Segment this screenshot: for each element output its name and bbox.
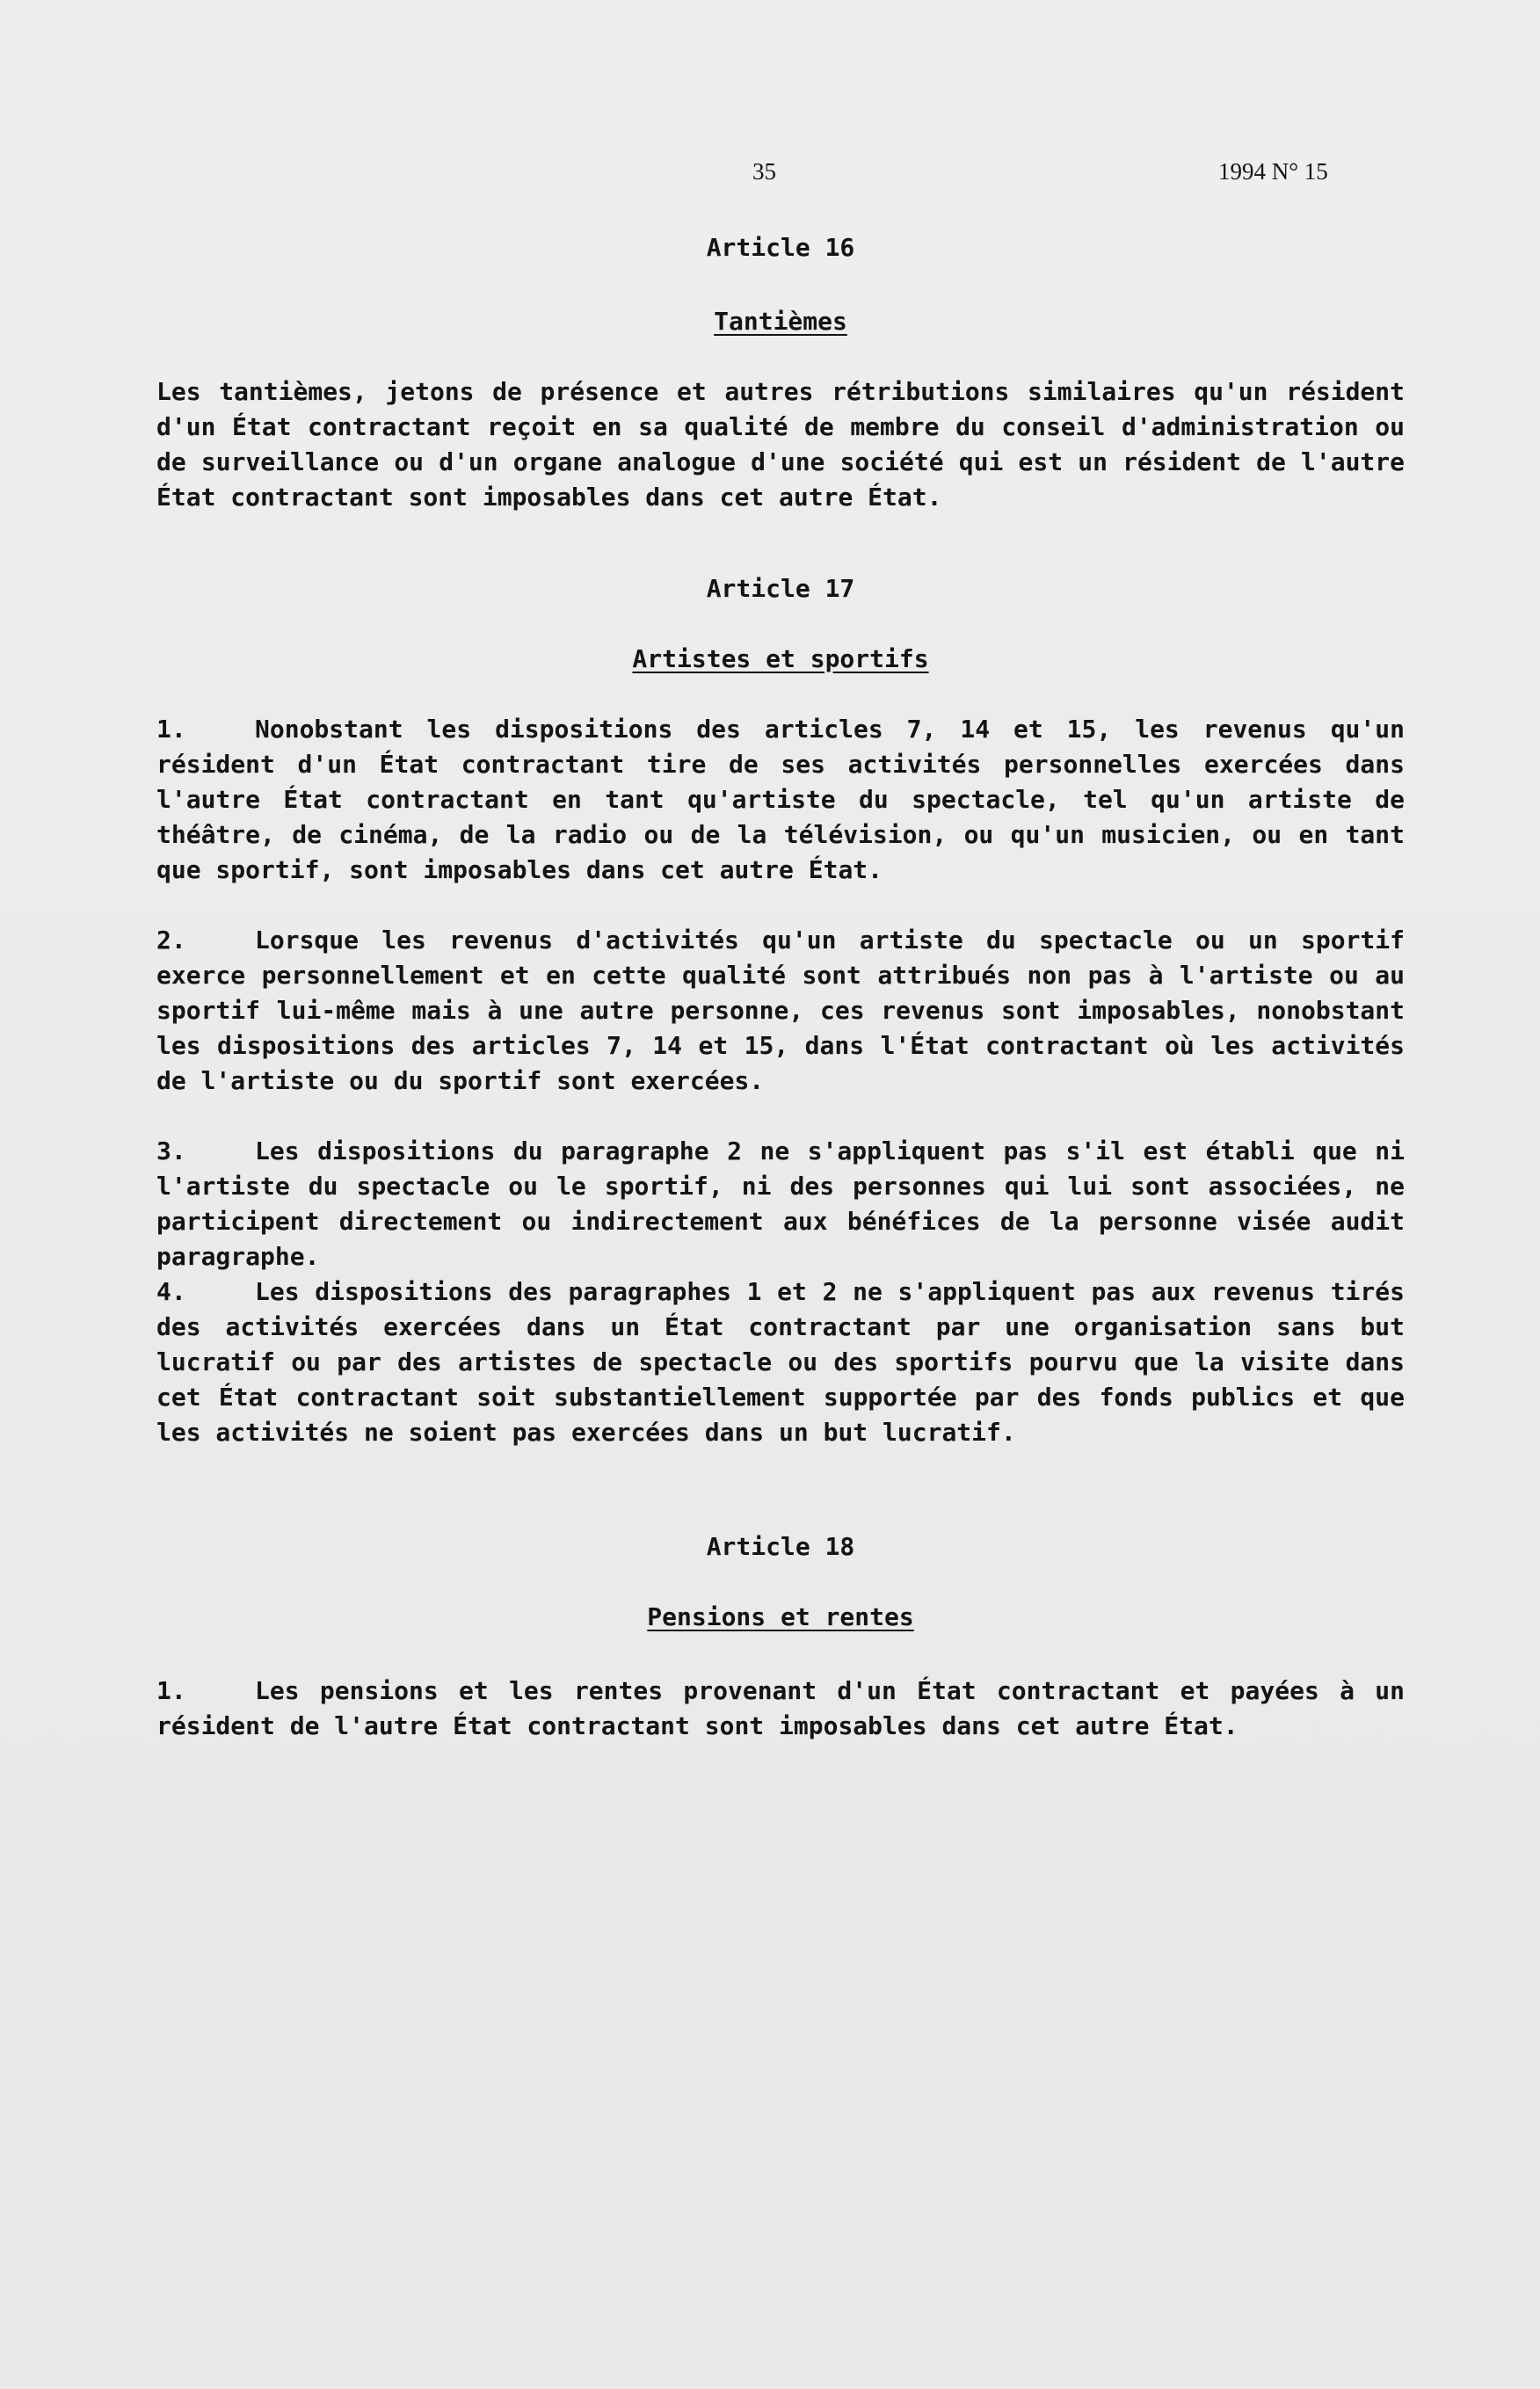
volume-reference: 1994 N° 15 xyxy=(1218,158,1328,185)
paragraph-text: Les dispositions du paragraphe 2 ne s'appliquent pas s'il est établi que ni l'artiste du spectacle ou le sportif, ni des personnes qui lui sont associées, ne participent directement ou indirectement aux bénéfices de la personne visée audit paragraphe. xyxy=(156,1136,1405,1271)
paragraph-number: 4. xyxy=(156,1277,186,1306)
article-17-heading: Article 17 xyxy=(706,574,855,603)
article-18-subheading: Pensions et rentes xyxy=(647,1602,914,1631)
article-17-paragraph-1 xyxy=(156,712,1405,888)
page-number: 35 xyxy=(752,158,776,185)
article-18-heading: Article 18 xyxy=(706,1532,855,1561)
paragraph-text: Les dispositions des paragraphes 1 et 2 ne s'appliquent pas aux revenus tirés des activités exercées dans un État contractant par une organisation sans but lucratif ou par des artistes de spectacle ou des sportifs pourvu que la visite dans cet État contractant soit substantiellement supportée par des fonds publics et que les activités ne soient pas exercées dans un but lucratif. xyxy=(156,1277,1405,1447)
page-header xyxy=(0,158,1540,193)
paragraph-number: 2. xyxy=(156,926,186,955)
article-17-subheading: Artistes et sportifs xyxy=(632,644,929,673)
article-18-paragraph-1 xyxy=(156,1674,1405,1744)
paragraph-text: Les pensions et les rentes provenant d'un État contractant et payées à un résident de l'autre État contractant sont imposables dans cet autre État. xyxy=(156,1676,1405,1740)
article-16-body: Les tantièmes, jetons de présence et autres rétributions similaires qu'un résident d'un État contractant reçoit en sa qualité de membre du conseil d'administration ou de surveillance ou d'un organe analogue d'une société qui est un résident de l'autre État contractant sont imposables dans cet autre État. xyxy=(156,377,1405,512)
paragraph-number: 1. xyxy=(156,715,186,744)
article-17-paragraph-3 xyxy=(156,1134,1405,1274)
paragraph-number: 1. xyxy=(156,1676,186,1705)
article-17-paragraph-2 xyxy=(156,923,1405,1099)
article-16 xyxy=(156,230,1405,515)
article-16-subheading: Tantièmes xyxy=(714,307,847,336)
document-body xyxy=(156,230,1405,1744)
paragraph-text: Lorsque les revenus d'activités qu'un artiste du spectacle ou un sportif exerce personnellement et en cette qualité sont attribués non pas à l'artiste ou au sportif lui-même mais à une autre personne, ces revenus sont imposables, nonobstant les dispositions des articles 7, 14 et 15, dans l'État contractant où les activités de l'artiste ou du sportif sont exercées. xyxy=(156,926,1405,1095)
article-17-paragraph-4 xyxy=(156,1274,1405,1450)
article-17 xyxy=(156,571,1405,1450)
article-18 xyxy=(156,1529,1405,1744)
paragraph-text: Nonobstant les dispositions des articles 7, 14 et 15, les revenus qu'un résident d'un État contractant tire de ses activités personnelles exercées dans l'autre État contractant en tant qu'artiste du spectacle, tel qu'un artiste de théâtre, de cinéma, de la radio ou de la télévision, ou qu'un musicien, ou en tant que sportif, sont imposables dans cet autre État. xyxy=(156,715,1405,884)
paragraph-number: 3. xyxy=(156,1136,186,1165)
article-16-heading: Article 16 xyxy=(706,233,855,262)
